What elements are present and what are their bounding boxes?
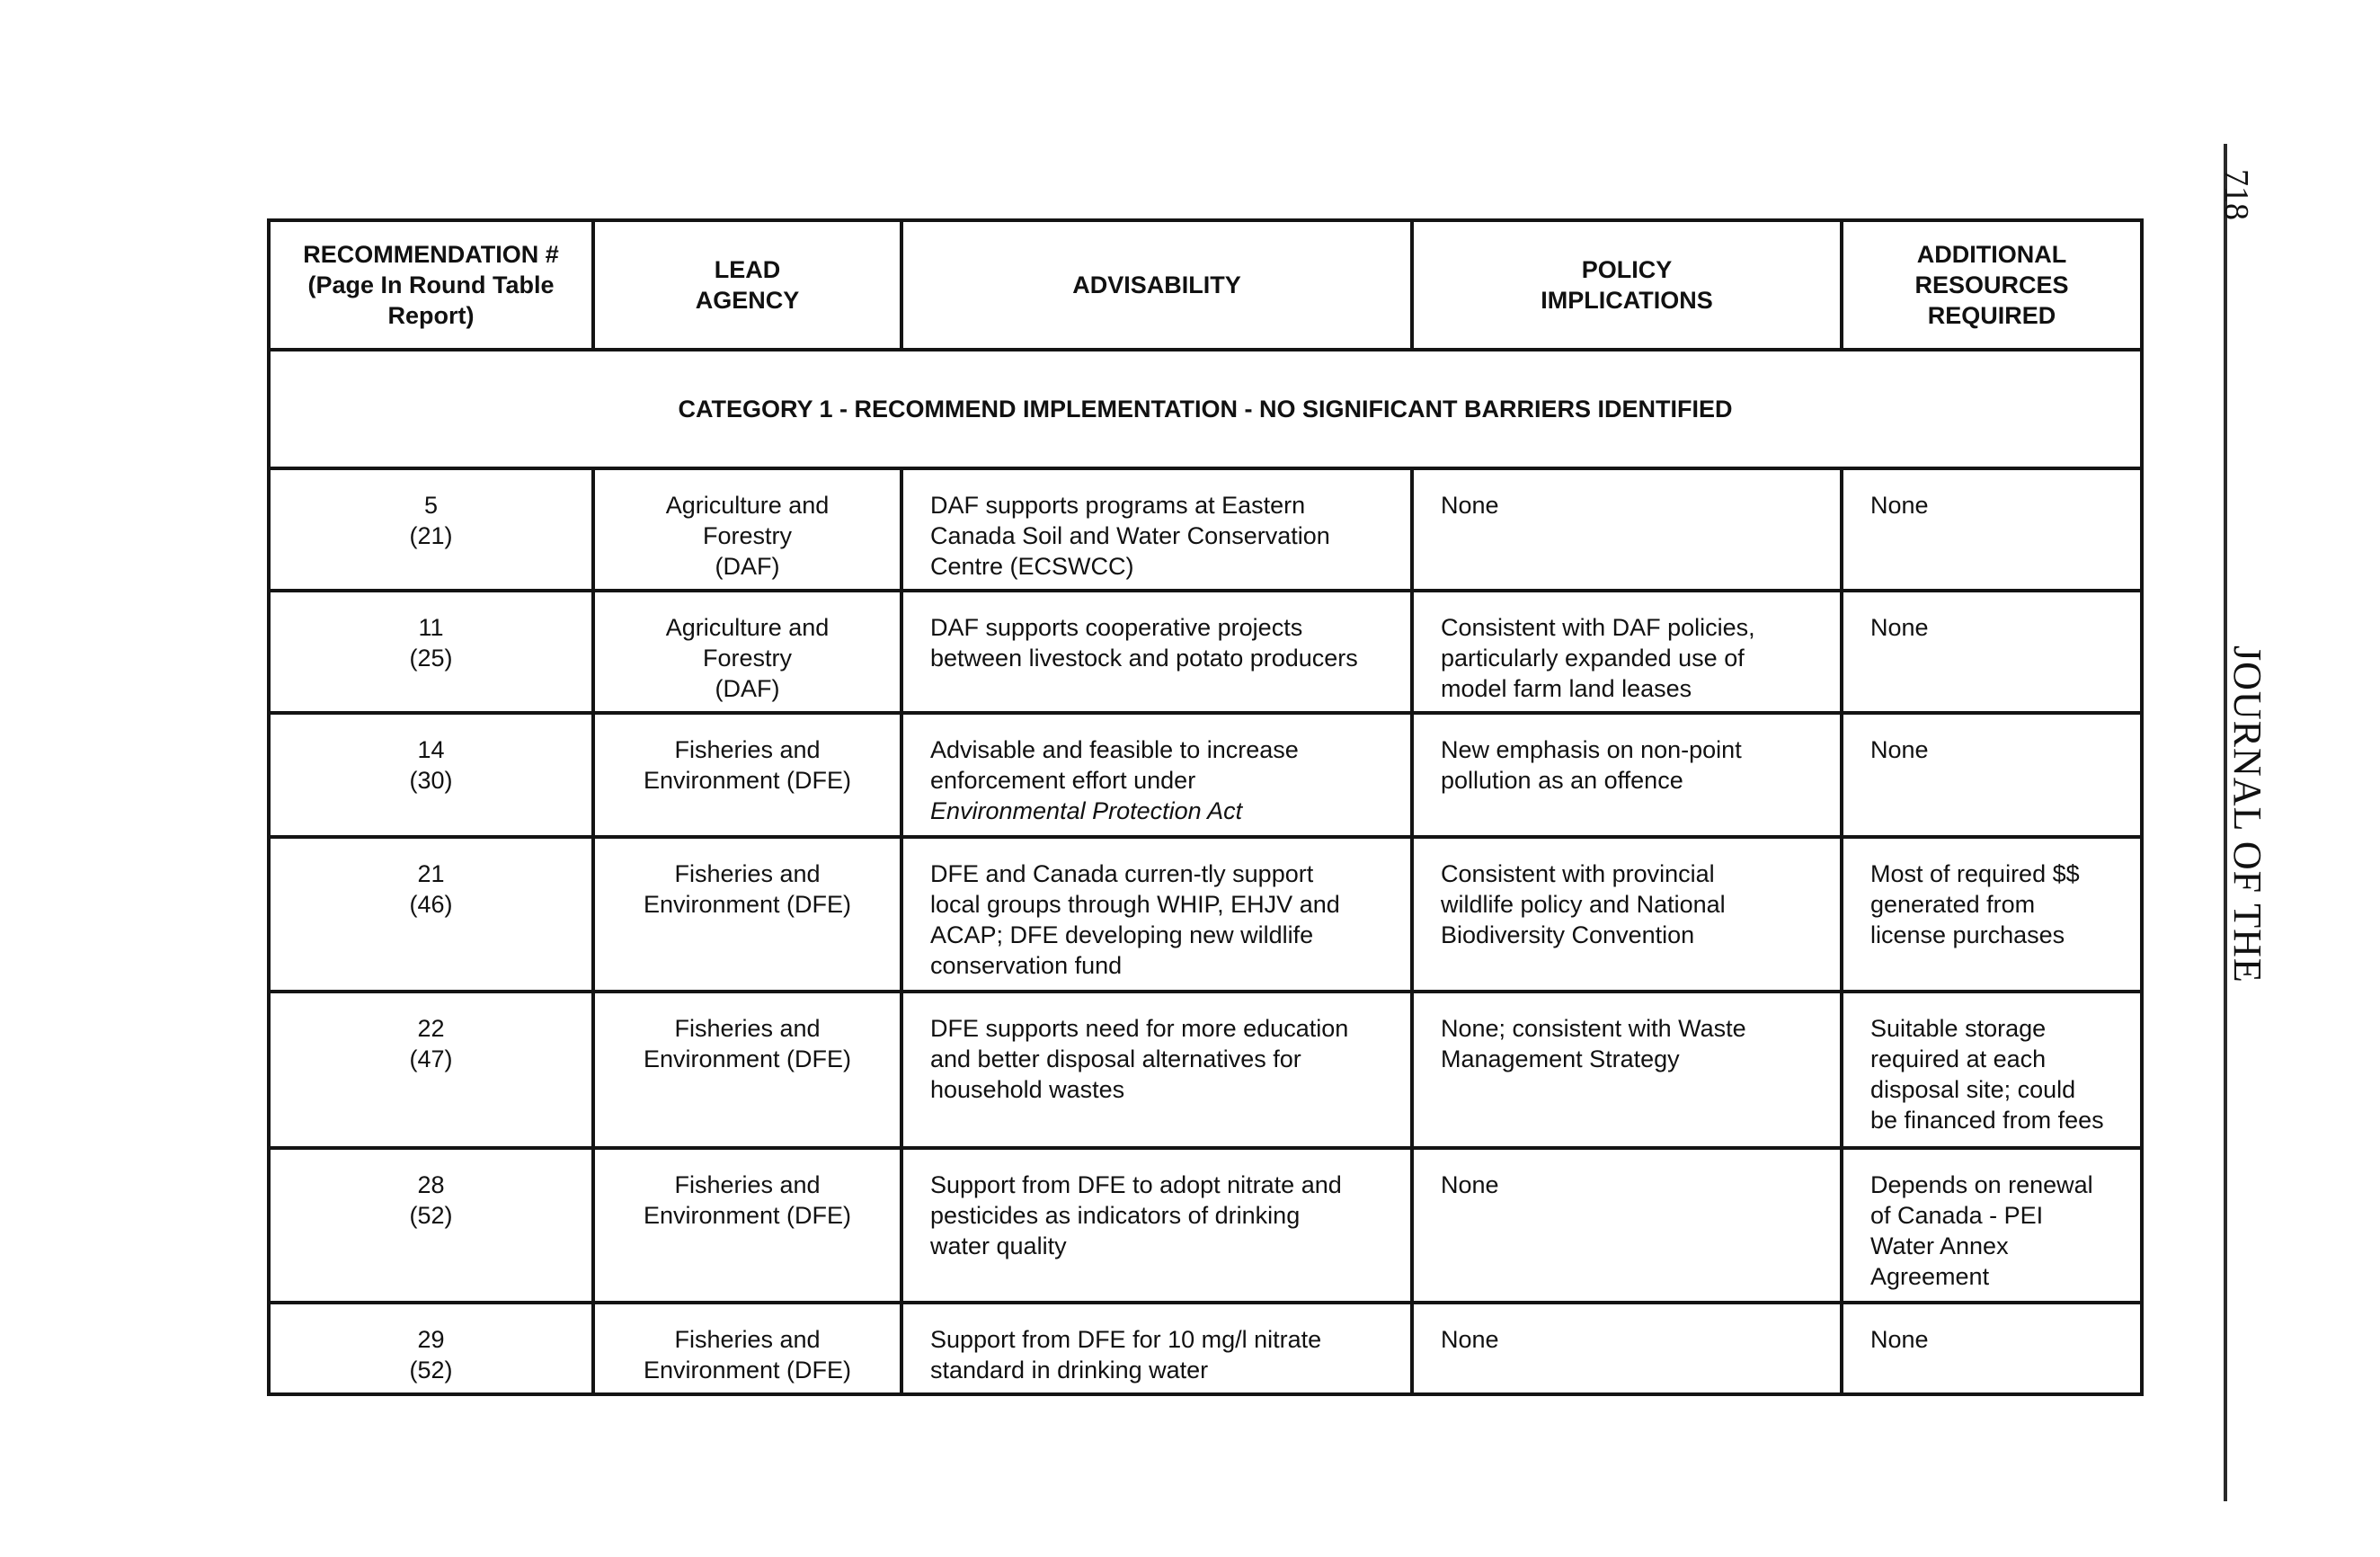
- resources-line: None: [1870, 492, 1929, 519]
- advisability-line: Advisable and feasible to increase: [930, 736, 1299, 763]
- rec-number: 14: [417, 736, 445, 763]
- agency-cell: [593, 1303, 901, 1394]
- category-row: [269, 350, 2142, 468]
- policy-cell: [1412, 1303, 1842, 1394]
- resources-cell: [1842, 1303, 2142, 1394]
- resources-line: generated from: [1870, 891, 2036, 918]
- policy-line: None: [1441, 1326, 1499, 1353]
- resources-line: Depends on renewal: [1870, 1171, 2093, 1198]
- policy-line: pollution as an offence: [1441, 767, 1683, 794]
- advisability-line: ACAP; DFE developing new wildlife: [930, 921, 1314, 948]
- resources-line: of Canada - PEI: [1870, 1202, 2044, 1229]
- rec-number-cell: [269, 1303, 593, 1394]
- recommendations-table: [267, 218, 2144, 1396]
- rec-page: (52): [409, 1357, 453, 1384]
- rec-number-cell: [269, 1148, 593, 1303]
- header-resources-line: RESOURCES: [1914, 271, 2069, 298]
- act-title: Environmental Protection Act: [930, 797, 1243, 824]
- agency-line: Agriculture and: [665, 492, 830, 519]
- rec-number: 29: [417, 1326, 445, 1353]
- policy-cell: [1412, 837, 1842, 992]
- agency-line: Fisheries and: [674, 736, 821, 763]
- advisability-line: Support from DFE for 10 mg/l nitrate: [930, 1326, 1322, 1353]
- rec-number-cell: [269, 591, 593, 713]
- resources-line: Most of required $$: [1870, 860, 2080, 887]
- page-number: 718: [2217, 169, 2255, 220]
- resources-line: None: [1870, 1326, 1929, 1353]
- policy-line: None: [1441, 1171, 1499, 1198]
- agency-line: Environment (DFE): [643, 1202, 852, 1229]
- rec-page: (47): [409, 1045, 453, 1072]
- advisability-line: and better disposal alternatives for: [930, 1045, 1301, 1072]
- table-row: [269, 992, 2142, 1148]
- advisability-cell: [901, 713, 1412, 837]
- policy-line: wildlife policy and National: [1441, 891, 1726, 918]
- advisability-line: DFE and Canada curren-tly support: [930, 860, 1314, 887]
- agency-cell: [593, 1148, 901, 1303]
- advisability-line: pesticides as indicators of drinking: [930, 1202, 1301, 1229]
- agency-line: Fisheries and: [674, 860, 821, 887]
- advisability-cell: [901, 837, 1412, 992]
- agency-line: (DAF): [715, 553, 780, 580]
- rec-number: 21: [417, 860, 445, 887]
- policy-line: Consistent with DAF policies,: [1441, 614, 1755, 641]
- rec-number-cell: [269, 468, 593, 591]
- resources-line: None: [1870, 614, 1929, 641]
- resources-line: Water Annex: [1870, 1232, 2009, 1259]
- policy-cell: [1412, 713, 1842, 837]
- header-recommendation-line: (Page In Round Table: [307, 271, 555, 298]
- rec-page: (46): [409, 891, 453, 918]
- advisability-line: DAF supports programs at Eastern: [930, 492, 1306, 519]
- advisability-line: DAF supports cooperative projects: [930, 614, 1303, 641]
- advisability-line: local groups through WHIP, EHJV and: [930, 891, 1340, 918]
- agency-cell: [593, 591, 901, 713]
- resources-line: Suitable storage: [1870, 1015, 2047, 1042]
- header-recommendation: [269, 220, 593, 350]
- agency-line: Forestry: [702, 645, 792, 672]
- agency-line: Environment (DFE): [643, 767, 852, 794]
- policy-line: Biodiversity Convention: [1441, 921, 1695, 948]
- advisability-cell: [901, 992, 1412, 1148]
- header-policy-line: IMPLICATIONS: [1541, 287, 1713, 314]
- table-row: [269, 1148, 2142, 1303]
- rec-page: (21): [409, 522, 453, 549]
- agency-line: (DAF): [715, 675, 780, 702]
- resources-line: Agreement: [1870, 1263, 1990, 1290]
- resources-line: license purchases: [1870, 921, 2065, 948]
- policy-cell: [1412, 468, 1842, 591]
- header-advisability: [901, 220, 1412, 350]
- policy-cell: [1412, 992, 1842, 1148]
- header-advisability-line: ADVISABILITY: [1072, 271, 1241, 298]
- agency-line: Fisheries and: [674, 1326, 821, 1353]
- rec-page: (25): [409, 645, 453, 672]
- header-lead-agency-line: AGENCY: [695, 287, 800, 314]
- resources-cell: [1842, 837, 2142, 992]
- resources-line: disposal site; could: [1870, 1076, 2076, 1103]
- header-recommendation-line: Report): [387, 302, 475, 329]
- agency-line: Fisheries and: [674, 1015, 821, 1042]
- policy-line: Management Strategy: [1441, 1045, 1680, 1072]
- policy-line: particularly expanded use of: [1441, 645, 1745, 672]
- agency-cell: [593, 713, 901, 837]
- rec-number-cell: [269, 992, 593, 1148]
- table-row: [269, 837, 2142, 992]
- agency-line: Environment (DFE): [643, 1357, 852, 1384]
- header-lead-agency: [593, 220, 901, 350]
- header-recommendation-line: RECOMMENDATION #: [303, 241, 559, 268]
- policy-cell: [1412, 1148, 1842, 1303]
- advisability-line: water quality: [930, 1232, 1067, 1259]
- policy-line: None: [1441, 492, 1499, 519]
- advisability-line: household wastes: [930, 1076, 1125, 1103]
- agency-line: Forestry: [702, 522, 792, 549]
- table-row: [269, 468, 2142, 591]
- advisability-cell: [901, 1148, 1412, 1303]
- agency-line: Agriculture and: [665, 614, 830, 641]
- table-row: [269, 591, 2142, 713]
- advisability-line: Canada Soil and Water Conservation: [930, 522, 1330, 549]
- agency-cell: [593, 992, 901, 1148]
- resources-line: required at each: [1870, 1045, 2047, 1072]
- rec-number-cell: [269, 713, 593, 837]
- policy-line: New emphasis on non-point: [1441, 736, 1742, 763]
- advisability-line: standard in drinking water: [930, 1357, 1209, 1384]
- agency-cell: [593, 468, 901, 591]
- resources-line: be financed from fees: [1870, 1107, 2104, 1134]
- rec-number: 28: [417, 1171, 445, 1198]
- agency-line: Environment (DFE): [643, 1045, 852, 1072]
- resources-cell: [1842, 992, 2142, 1148]
- table-row: [269, 1303, 2142, 1394]
- advisability-cell: [901, 591, 1412, 713]
- header-policy-implications: [1412, 220, 1842, 350]
- advisability-line: enforcement effort under: [930, 767, 1196, 794]
- category-heading: CATEGORY 1 - RECOMMEND IMPLEMENTATION - NO SIGNIFICANT BARRIERS IDENTIFIED: [269, 350, 2142, 468]
- header-lead-agency-line: LEAD: [714, 256, 781, 283]
- agency-line: Fisheries and: [674, 1171, 821, 1198]
- rec-number: 5: [423, 492, 439, 519]
- rec-number-cell: [269, 837, 593, 992]
- resources-cell: [1842, 1148, 2142, 1303]
- advisability-line: DFE supports need for more education: [930, 1015, 1349, 1042]
- rec-page: (52): [409, 1202, 453, 1229]
- table-row: [269, 713, 2142, 837]
- rec-number: 22: [417, 1015, 445, 1042]
- advisability-cell: [901, 1303, 1412, 1394]
- header-policy-line: POLICY: [1581, 256, 1673, 283]
- rec-number: 11: [418, 614, 444, 641]
- policy-line: model farm land leases: [1441, 675, 1692, 702]
- resources-cell: [1842, 713, 2142, 837]
- advisability-line: conservation fund: [930, 952, 1123, 979]
- resources-cell: [1842, 468, 2142, 591]
- header-resources-line: ADDITIONAL: [1916, 241, 2067, 268]
- policy-line: None; consistent with Waste: [1441, 1015, 1746, 1042]
- advisability-cell: [901, 468, 1412, 591]
- policy-cell: [1412, 591, 1842, 713]
- resources-line: None: [1870, 736, 1929, 763]
- advisability-line: between livestock and potato producers: [930, 645, 1358, 672]
- header-row: [269, 220, 2142, 350]
- rec-page: (30): [409, 767, 453, 794]
- header-resources-line: REQUIRED: [1927, 302, 2056, 329]
- header-additional-resources: [1842, 220, 2142, 350]
- agency-cell: [593, 837, 901, 992]
- policy-line: Consistent with provincial: [1441, 860, 1715, 887]
- resources-cell: [1842, 591, 2142, 713]
- running-head: JOURNAL OF THE: [2225, 645, 2269, 983]
- advisability-line: Centre (ECSWCC): [930, 553, 1134, 580]
- advisability-line: Support from DFE to adopt nitrate and: [930, 1171, 1342, 1198]
- agency-line: Environment (DFE): [643, 891, 852, 918]
